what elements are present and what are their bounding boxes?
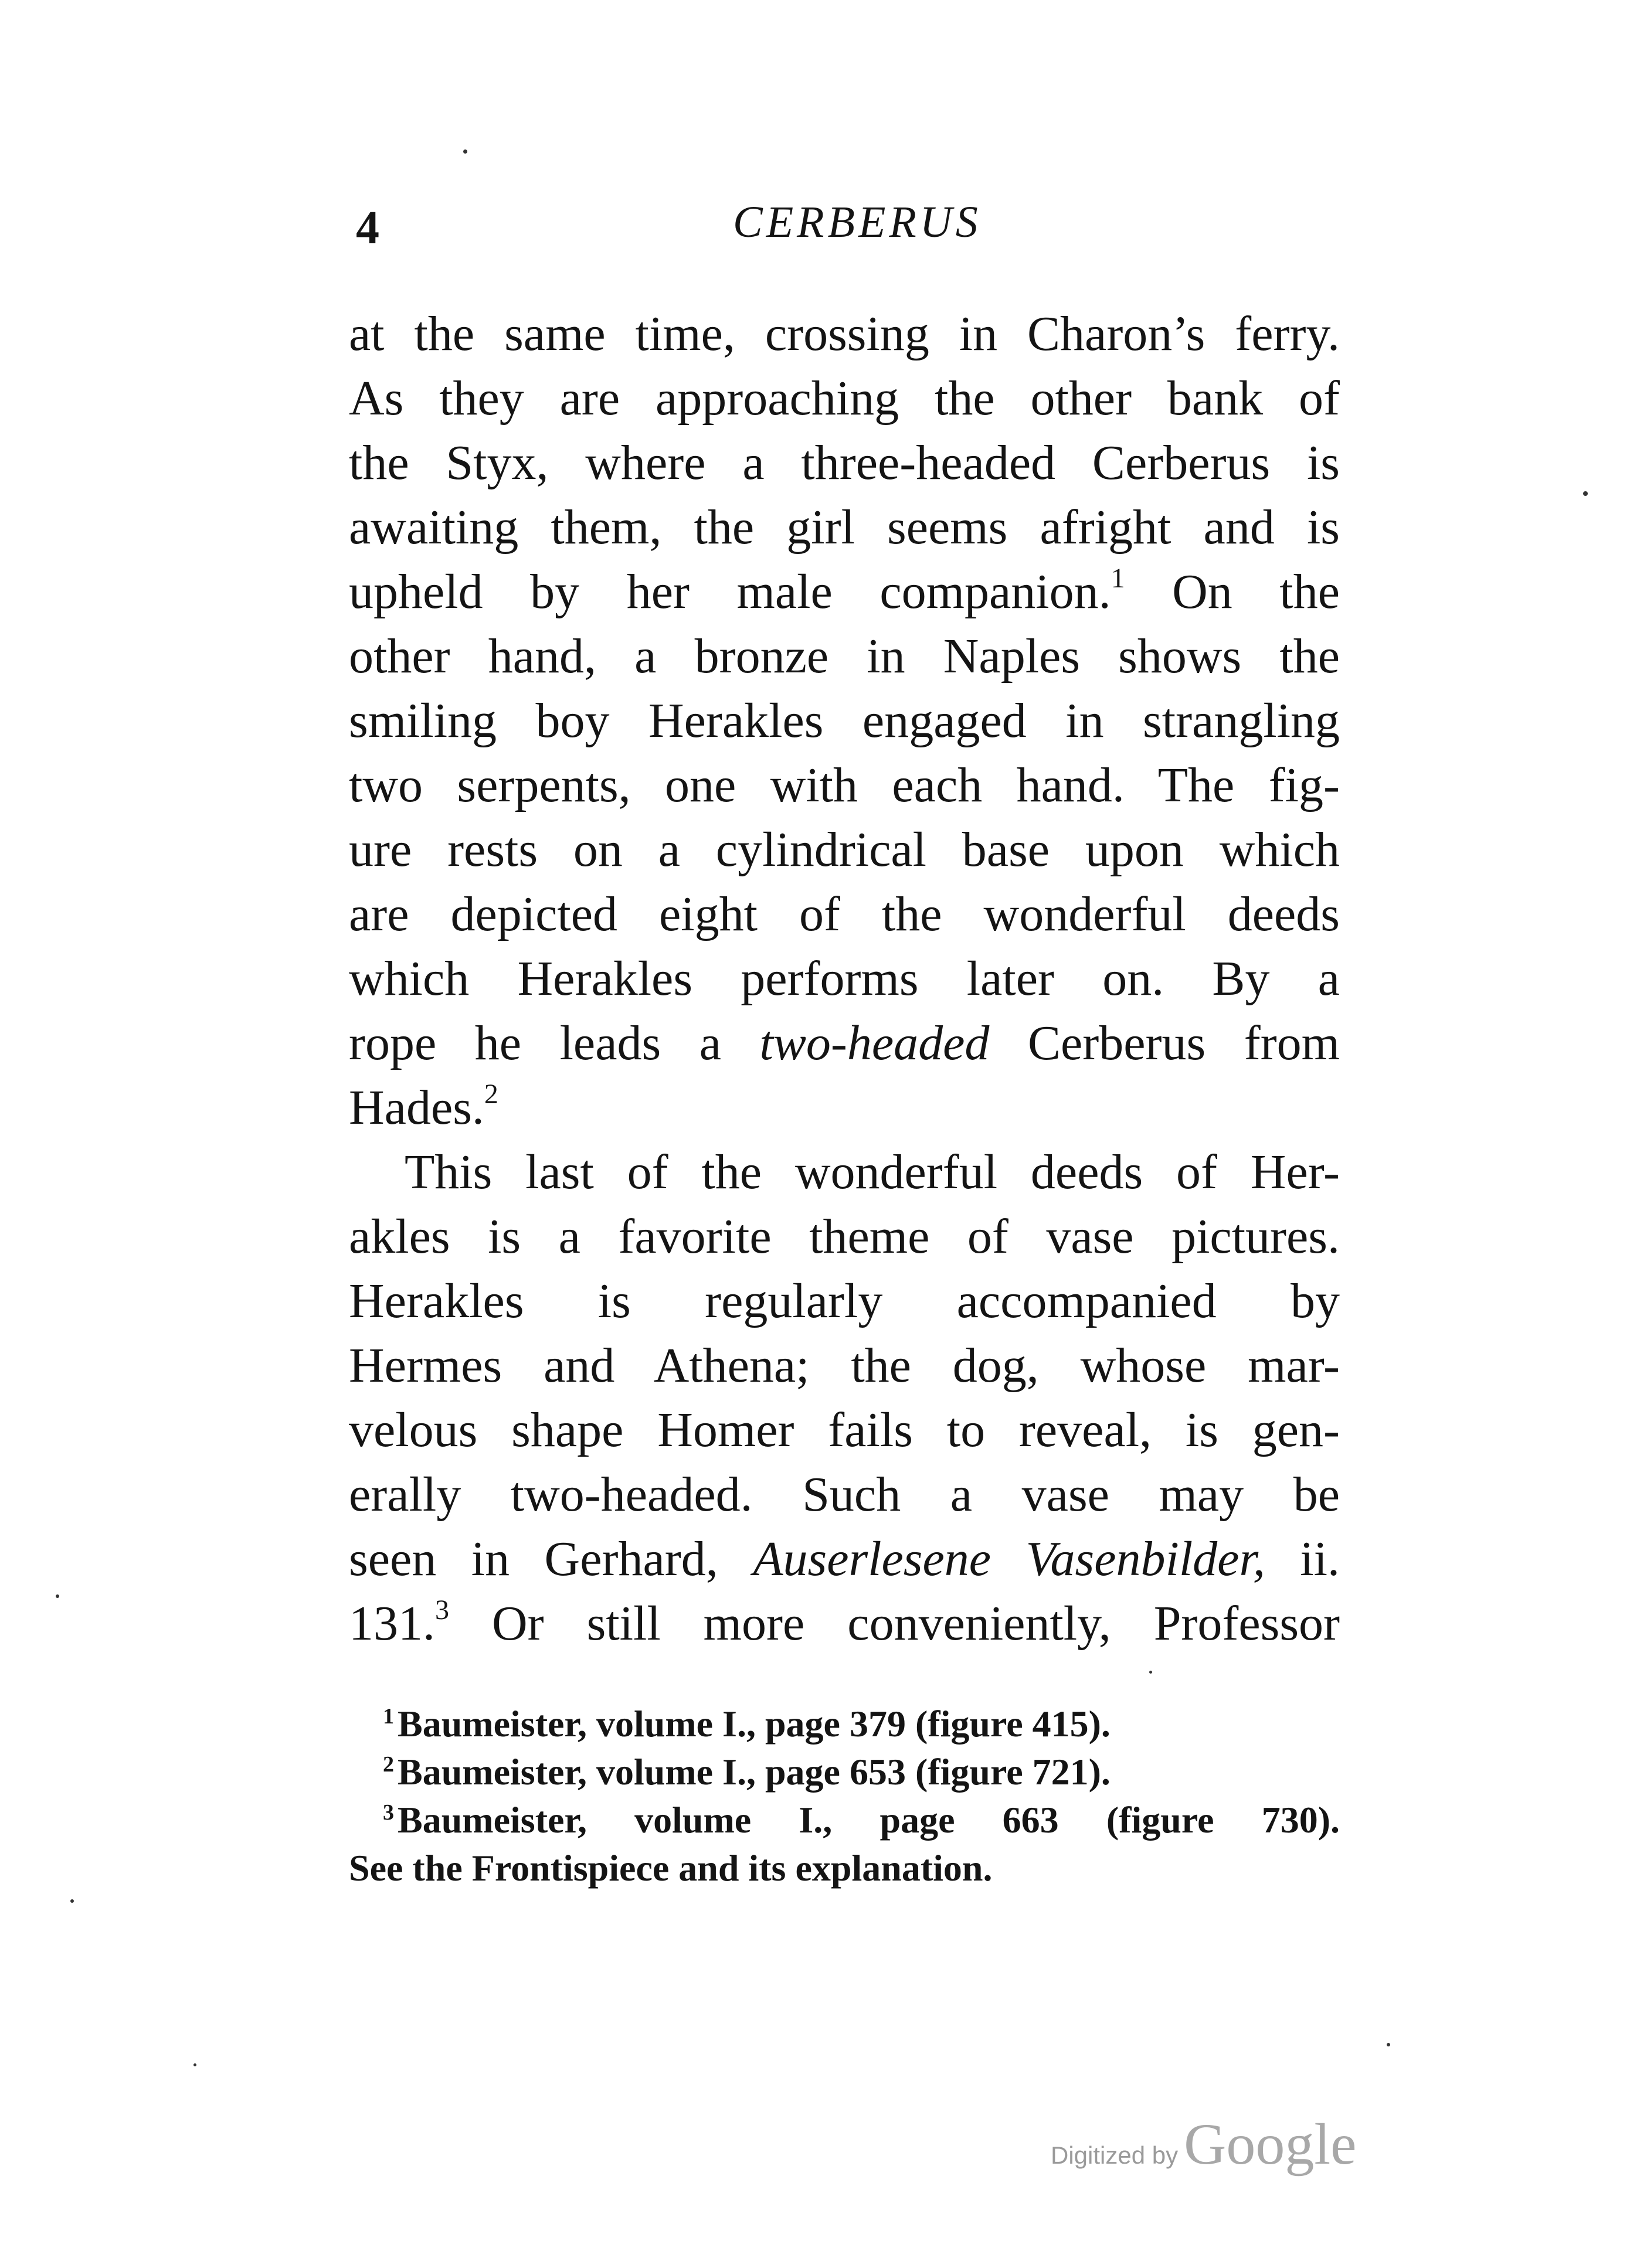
text-line: are depicted eight of the wonderful deeds (349, 887, 1340, 941)
text-line: As they are approaching the other bank of (349, 371, 1340, 426)
scan-speck (1387, 2043, 1390, 2046)
text-line: Hades.$^2$ (349, 1079, 498, 1135)
scan-speck (463, 149, 467, 154)
footnote: $^1$Baumeister, volume I., page 379 (figure 415). (383, 1703, 1111, 1745)
footnote-mark: 1 (383, 1704, 394, 1729)
footnote: See the Frontispiece and its explanation. (349, 1847, 993, 1889)
running-head (349, 186, 1340, 254)
text-line: rope he leads a two-headed Cerberus from (349, 1016, 1340, 1070)
digitized-watermark (1051, 2110, 1357, 2181)
google-logo: Google (1184, 2111, 1357, 2177)
text-line: This last of the wonderful deeds of Her- (405, 1145, 1340, 1199)
text-line: 131.$^3$ Or still more conveniently, Professor (349, 1594, 1340, 1651)
text-line: upheld by her male companion.$^1$ On the (349, 563, 1340, 619)
scan-speck (56, 1594, 59, 1598)
scan-speck (1583, 491, 1588, 496)
text-line: two serpents, one with each hand. The fig- (349, 758, 1340, 812)
text-line: Herakles is regularly accompanied by (349, 1274, 1340, 1328)
running-title: CERBERUS (733, 198, 982, 247)
text-line: smiling boy Herakles engaged in strangling (349, 693, 1340, 748)
watermark-prefix: Digitized by (1051, 2141, 1179, 2169)
body-text (349, 302, 1340, 1656)
scan-speck (1149, 1671, 1152, 1674)
text-line: awaiting them, the girl seems afright and is (349, 500, 1340, 555)
text-line: other hand, a bronze in Naples shows the (349, 629, 1340, 684)
scan-speck (193, 2063, 196, 2066)
text-line: Hermes and Athena; the dog, whose mar- (349, 1338, 1340, 1393)
italic-title: Auserlesene Vasenbilder, (753, 1532, 1265, 1586)
footnotes (349, 1700, 1340, 1892)
text-line: seen in Gerhard, Auserlesene Vasenbilder, ii. (349, 1532, 1340, 1586)
italic-term: two-headed (759, 1016, 990, 1070)
footnote-mark: 2 (383, 1752, 394, 1777)
text-line: at the same time, crossing in Charon’s ferry. (349, 307, 1340, 361)
footnote-ref: 2 (484, 1079, 498, 1110)
footnote: $^2$Baumeister, volume I., page 653 (figure 721). (383, 1751, 1111, 1793)
text-line: which Herakles performs later on. By a (349, 951, 1340, 1006)
footnote-ref: 3 (435, 1594, 449, 1626)
scan-speck (70, 1899, 74, 1903)
text-line: akles is a favorite theme of vase pictures. (349, 1209, 1340, 1264)
page-number: 4 (356, 202, 379, 254)
text-line: erally two-headed. Such a vase may be (349, 1467, 1340, 1522)
text-line: velous shape Homer fails to reveal, is gen- (349, 1403, 1340, 1457)
text-line: the Styx, where a three-headed Cerberus is (349, 436, 1340, 490)
footnote-mark: 3 (383, 1800, 394, 1825)
text-line: ure rests on a cylindrical base upon which (349, 822, 1340, 877)
footnote: $^3$Baumeister, volume I., page 663 (figure 730). (383, 1799, 1340, 1841)
footnote-ref: 1 (1111, 563, 1125, 594)
